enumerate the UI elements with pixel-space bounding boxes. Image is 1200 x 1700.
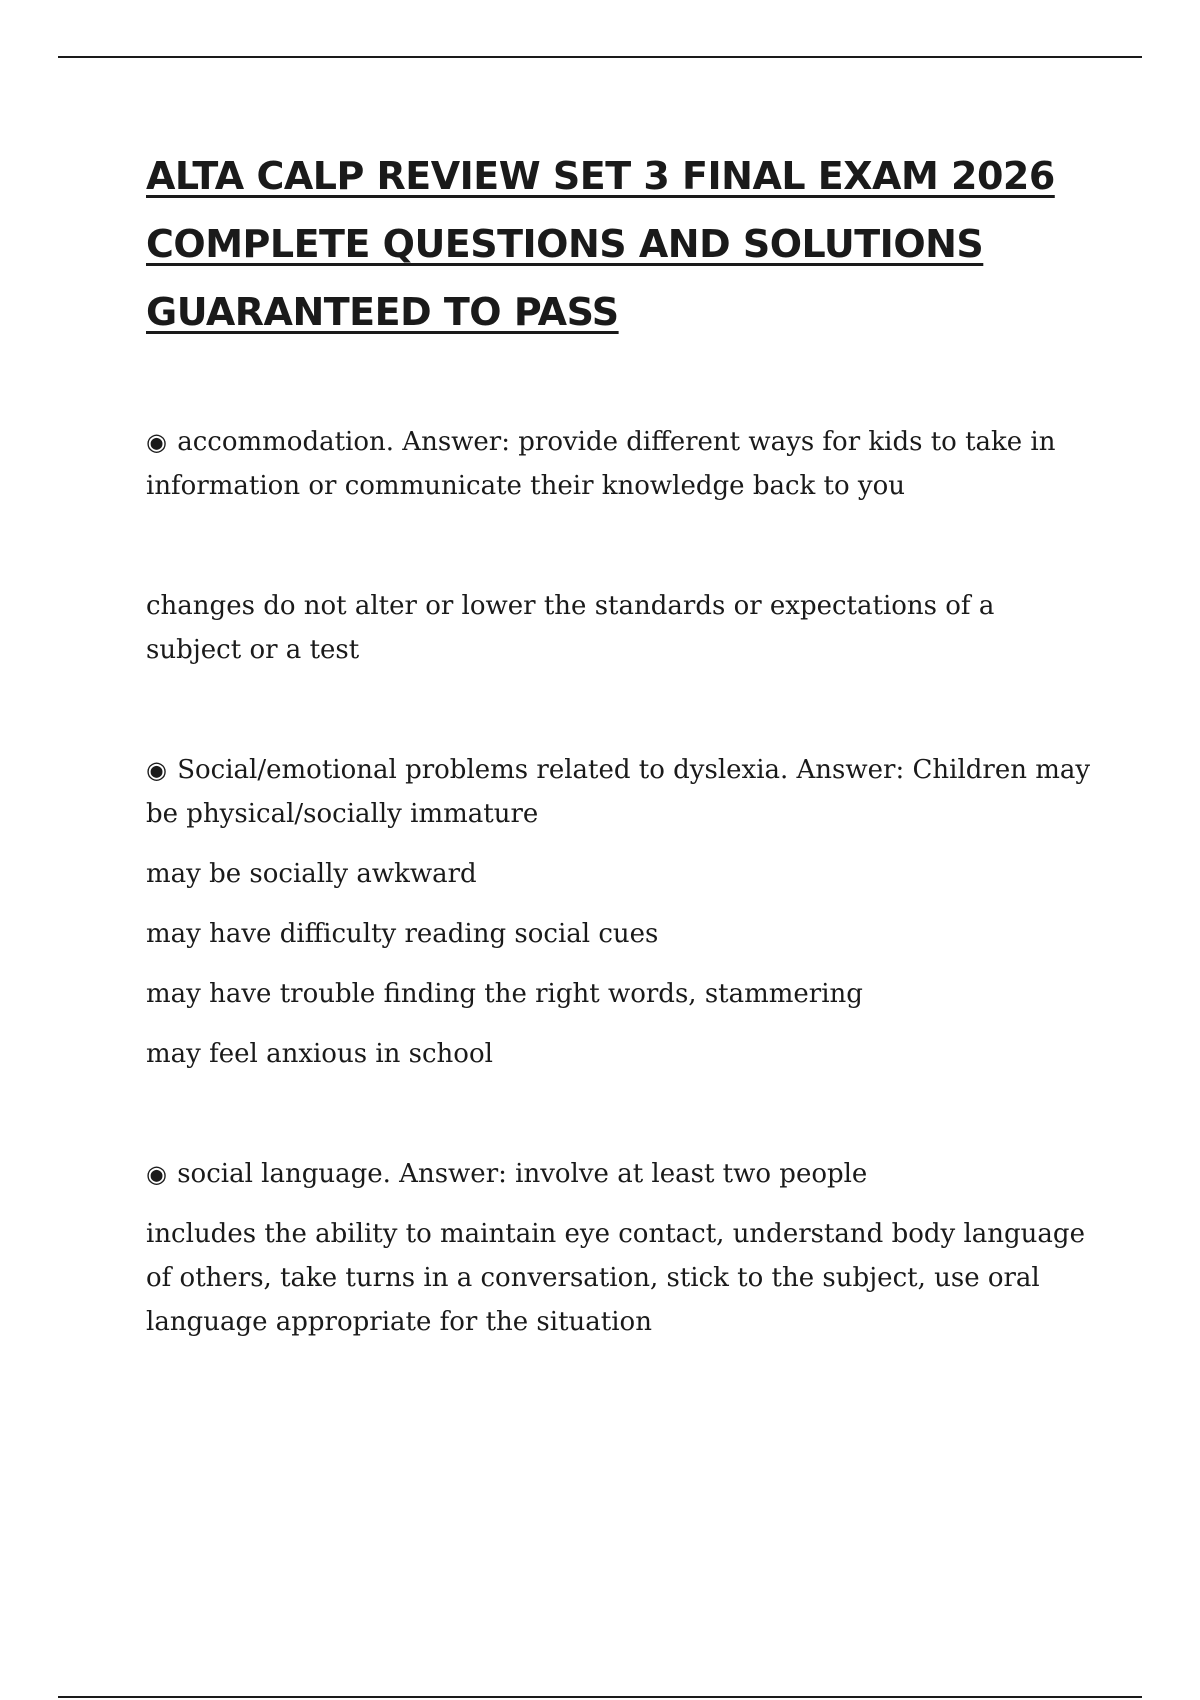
bottom-divider: [58, 1696, 1142, 1698]
answer-text: may feel anxious in school: [146, 1039, 493, 1069]
bullet-icon: ◉: [146, 428, 167, 456]
answer-text: may be socially awkward: [146, 859, 477, 889]
answer-line: [146, 972, 1096, 1016]
answer-text: changes do not alter or lower the standards or expectations of a subject or a test: [146, 591, 995, 665]
qa-text: social language. Answer: involve at least two people: [177, 1159, 868, 1189]
document-title: [146, 142, 1086, 346]
qa-accommodation: [146, 420, 1096, 508]
title-line: ALTA CALP REVIEW SET 3 FINAL EXAM 2026: [146, 154, 1055, 198]
answer-text: may have trouble finding the right words, stammering: [146, 979, 863, 1009]
title-line: COMPLETE QUESTIONS AND SOLUTIONS: [146, 222, 984, 266]
qa-social-emotional: [146, 748, 1096, 836]
qa-text: Social/emotional problems related to dyslexia. Answer: Children may be physical/socially immature: [146, 755, 1091, 829]
qa-text: accommodation. Answer: provide different ways for kids to take in information or communicate their knowledge back to you: [146, 427, 1056, 501]
answer-text: includes the ability to maintain eye contact, understand body language of others, take turns in a conversation, stick to the subject, use oral language appropriate for the situation: [146, 1219, 1085, 1337]
answer-line: [146, 1032, 1096, 1076]
answer-line: [146, 912, 1096, 956]
bullet-icon: ◉: [146, 756, 167, 784]
answer-line: [146, 852, 1096, 896]
bullet-icon: ◉: [146, 1160, 167, 1188]
answer-text: may have difficulty reading social cues: [146, 919, 659, 949]
top-divider: [58, 56, 1142, 58]
title-line: GUARANTEED TO PASS: [146, 290, 619, 334]
answer-continuation: [146, 1212, 1096, 1344]
qa-social-language: [146, 1152, 1096, 1196]
answer-continuation: [146, 584, 1096, 672]
